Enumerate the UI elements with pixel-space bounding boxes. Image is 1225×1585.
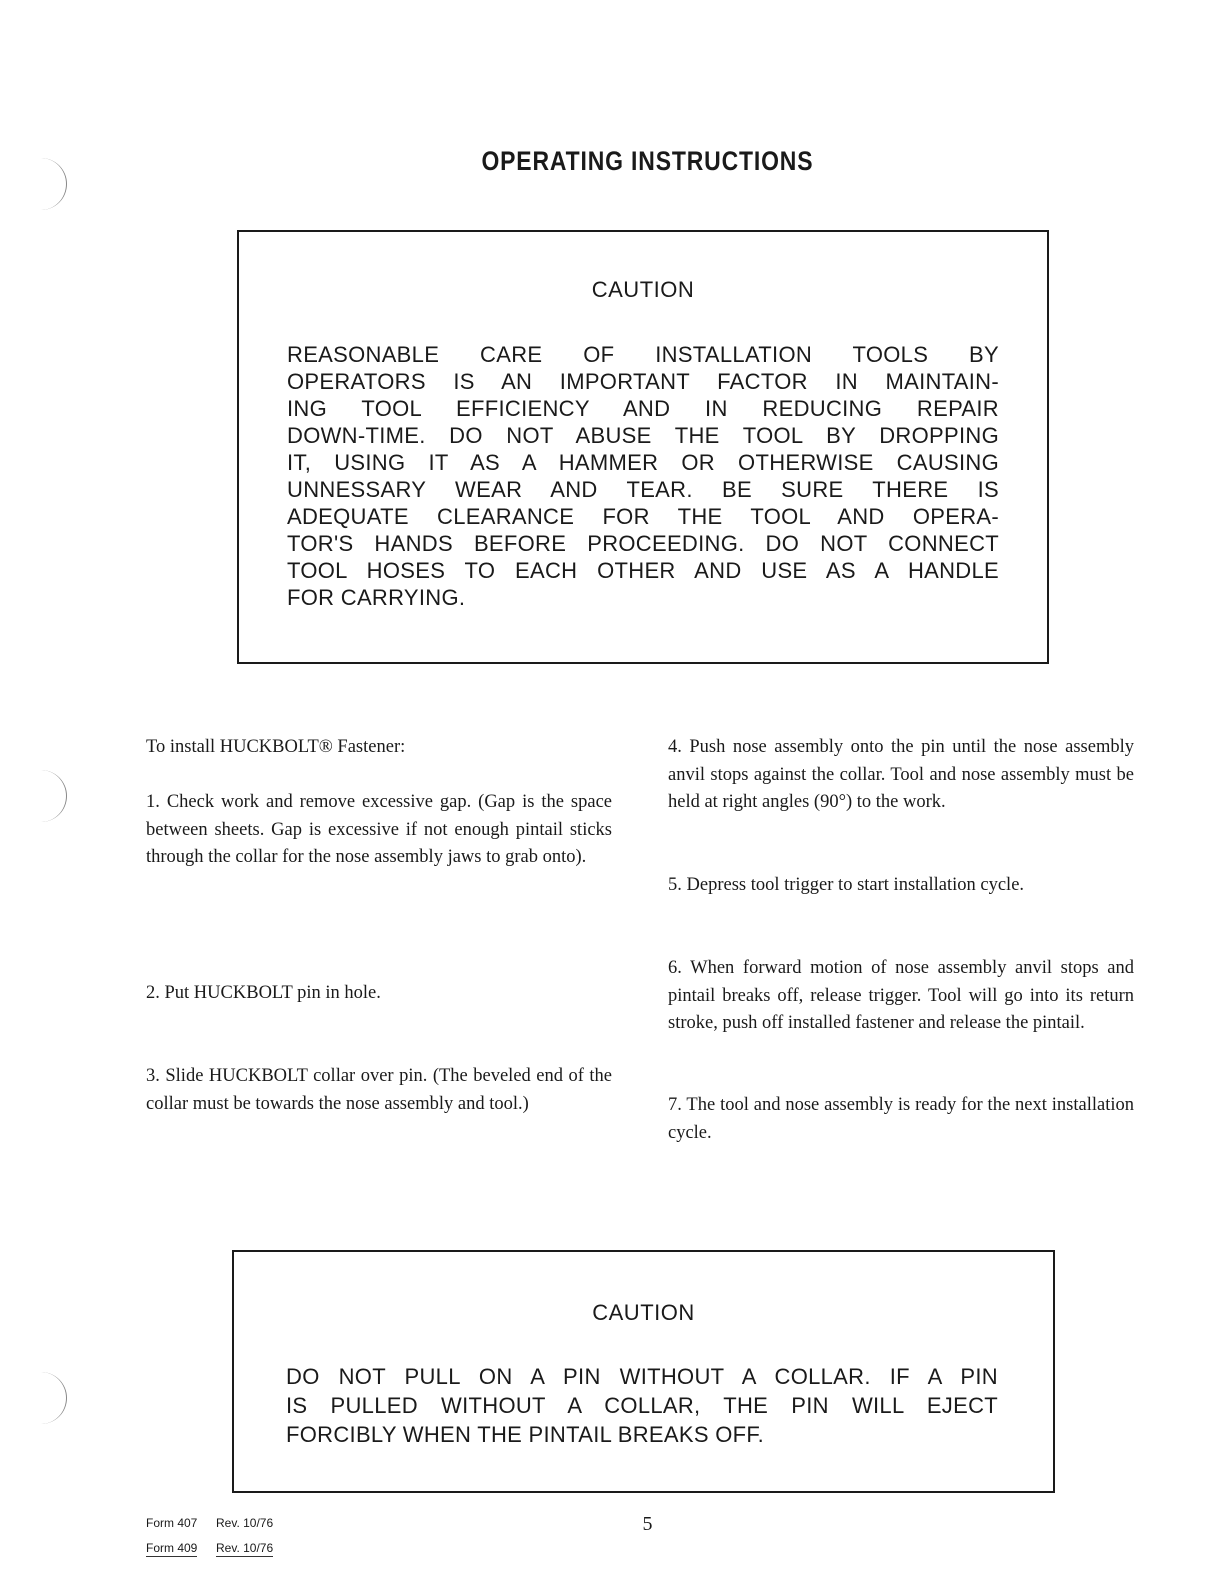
caution-line: FORCIBLY WHEN THE PINTAIL BREAKS OFF. bbox=[286, 1422, 765, 1447]
caution-line: DOWN-TIME. DO NOT ABUSE THE TOOL BY DROPPING bbox=[287, 423, 999, 448]
binding-hole-mark bbox=[38, 158, 67, 210]
caution-line: IT, USING IT AS A HAMMER OR OTHERWISE CAUSING bbox=[287, 450, 999, 475]
caution-box-top bbox=[237, 230, 1049, 664]
step-1: 1. Check work and remove excessive gap. (Gap is the space between sheets. Gap is excessive if not enough pintail sticks through the collar for the nose assembly jaws to grab onto). bbox=[146, 792, 612, 867]
step-7: 7. The tool and nose assembly is ready for the next installation cycle. bbox=[668, 1095, 1134, 1143]
caution-box-bottom bbox=[232, 1250, 1055, 1493]
footer-rev: Rev. 10/76 bbox=[216, 1541, 274, 1555]
caution-line: UNNESSARY WEAR AND TEAR. BE SURE THERE IS bbox=[287, 477, 999, 502]
caution-line: TOOL HOSES TO EACH OTHER AND USE AS A HANDLE bbox=[287, 558, 999, 583]
footer-rev: Rev. 10/76 bbox=[216, 1516, 274, 1530]
footer-form: Form 407 bbox=[146, 1516, 198, 1530]
caution-heading: CAUTION bbox=[592, 1300, 695, 1325]
page-number: 5 bbox=[642, 1513, 653, 1535]
step-3: 3. Slide HUCKBOLT collar over pin. (The beveled end of the collar must be towards the nose assembly and tool.) bbox=[146, 1066, 612, 1114]
caution-line: TOR'S HANDS BEFORE PROCEEDING. DO NOT CONNECT bbox=[287, 531, 999, 556]
instructions-intro: To install HUCKBOLT® Fastener: bbox=[146, 737, 406, 757]
binding-hole-mark bbox=[38, 770, 67, 822]
step-4: 4. Push nose assembly onto the pin until the nose assembly anvil stops against the collar. Tool and nose assembly must be held at right angles (90°) to the work. bbox=[668, 737, 1134, 812]
caution-line: REASONABLE CARE OF INSTALLATION TOOLS BY bbox=[287, 342, 999, 367]
step-5: 5. Depress tool trigger to start installation cycle. bbox=[668, 875, 1025, 895]
page-title: OPERATING INSTRUCTIONS bbox=[481, 146, 814, 176]
caution-line: ING TOOL EFFICIENCY AND IN REDUCING REPAIR bbox=[287, 396, 999, 421]
caution-line: FOR CARRYING. bbox=[287, 585, 466, 610]
caution-heading: CAUTION bbox=[591, 277, 695, 302]
caution-line: ADEQUATE CLEARANCE FOR THE TOOL AND OPERA- bbox=[287, 504, 999, 529]
footer-form: Form 409 bbox=[146, 1541, 198, 1555]
binding-hole-mark bbox=[38, 1372, 67, 1424]
step-2: 2. Put HUCKBOLT pin in hole. bbox=[146, 983, 381, 1003]
caution-line: DO NOT PULL ON A PIN WITHOUT A COLLAR. IF A PIN bbox=[286, 1364, 998, 1389]
step-6: 6. When forward motion of nose assembly anvil stops and pintail breaks off, release trigger. Tool will go into its return stroke, push off installed fastener and release the pintail. bbox=[668, 958, 1134, 1033]
caution-line: OPERATORS IS AN IMPORTANT FACTOR IN MAINTAIN- bbox=[287, 369, 999, 394]
caution-line: IS PULLED WITHOUT A COLLAR, THE PIN WILL EJECT bbox=[286, 1393, 998, 1418]
